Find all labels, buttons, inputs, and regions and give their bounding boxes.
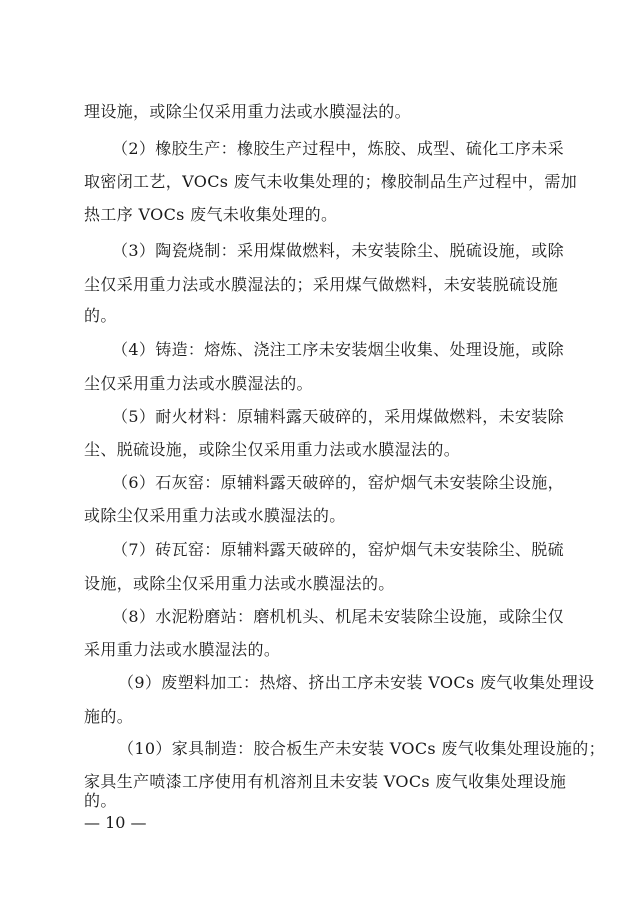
text-line: （10）家具制造：胶合板生产未安装 VOCs 废气收集处理设施的； <box>118 739 605 758</box>
text-line: 理设施，或除尘仅采用重力法或水膜湿法的。 <box>84 102 412 121</box>
text-line: 的。 <box>84 791 117 810</box>
text-line: 热工序 VOCs 废气未收集处理的。 <box>84 205 338 224</box>
text-line: 尘仅采用重力法或水膜湿法的。 <box>84 374 313 393</box>
text-line: （4）铸造：熔炼、浇注工序未安装烟尘收集、处理设施，或除 <box>112 340 564 359</box>
text-line: 的。 <box>84 306 117 325</box>
text-line: 家具生产喷漆工序使用有机溶剂且未安装 VOCs 废气收集处理设施 <box>84 772 567 791</box>
text-line: （9）废塑料加工：热熔、挤出工序未安装 VOCs 废气收集处理设 <box>118 673 595 692</box>
text-line: （3）陶瓷烧制：采用煤做燃料，未安装除尘、脱硫设施，或除 <box>112 241 564 260</box>
text-line: 或除尘仅采用重力法或水膜湿法的。 <box>84 506 346 525</box>
text-line: （6）石灰窑：原辅料露天破碎的，窑炉烟气未安装除尘设施， <box>112 473 564 492</box>
text-line: 施的。 <box>84 707 134 726</box>
text-line: （8）水泥粉磨站：磨机机头、机尾未安装除尘设施，或除尘仅 <box>112 607 564 626</box>
text-line: 尘仅采用重力法或水膜湿法的；采用煤气做燃料，未安装脱硫设施 <box>84 275 559 294</box>
text-line: （2）橡胶生产：橡胶生产过程中，炼胶、成型、硫化工序未采 <box>112 139 564 158</box>
text-line: 尘、脱硫设施，或除尘仅采用重力法或水膜湿法的。 <box>84 440 461 459</box>
page-number: — 10 — <box>84 813 147 832</box>
text-line: （7）砖瓦窑：原辅料露天破碎的，窑炉烟气未安装除尘、脱硫 <box>112 540 564 559</box>
text-line: 采用重力法或水膜湿法的。 <box>84 640 281 659</box>
text-line: 设施，或除尘仅采用重力法或水膜湿法的。 <box>84 574 395 593</box>
text-line: 取密闭工艺，VOCs 废气未收集处理的；橡胶制品生产过程中，需加 <box>84 172 578 191</box>
text-line: （5）耐火材料：原辅料露天破碎的，采用煤做燃料，未安装除 <box>112 407 564 426</box>
